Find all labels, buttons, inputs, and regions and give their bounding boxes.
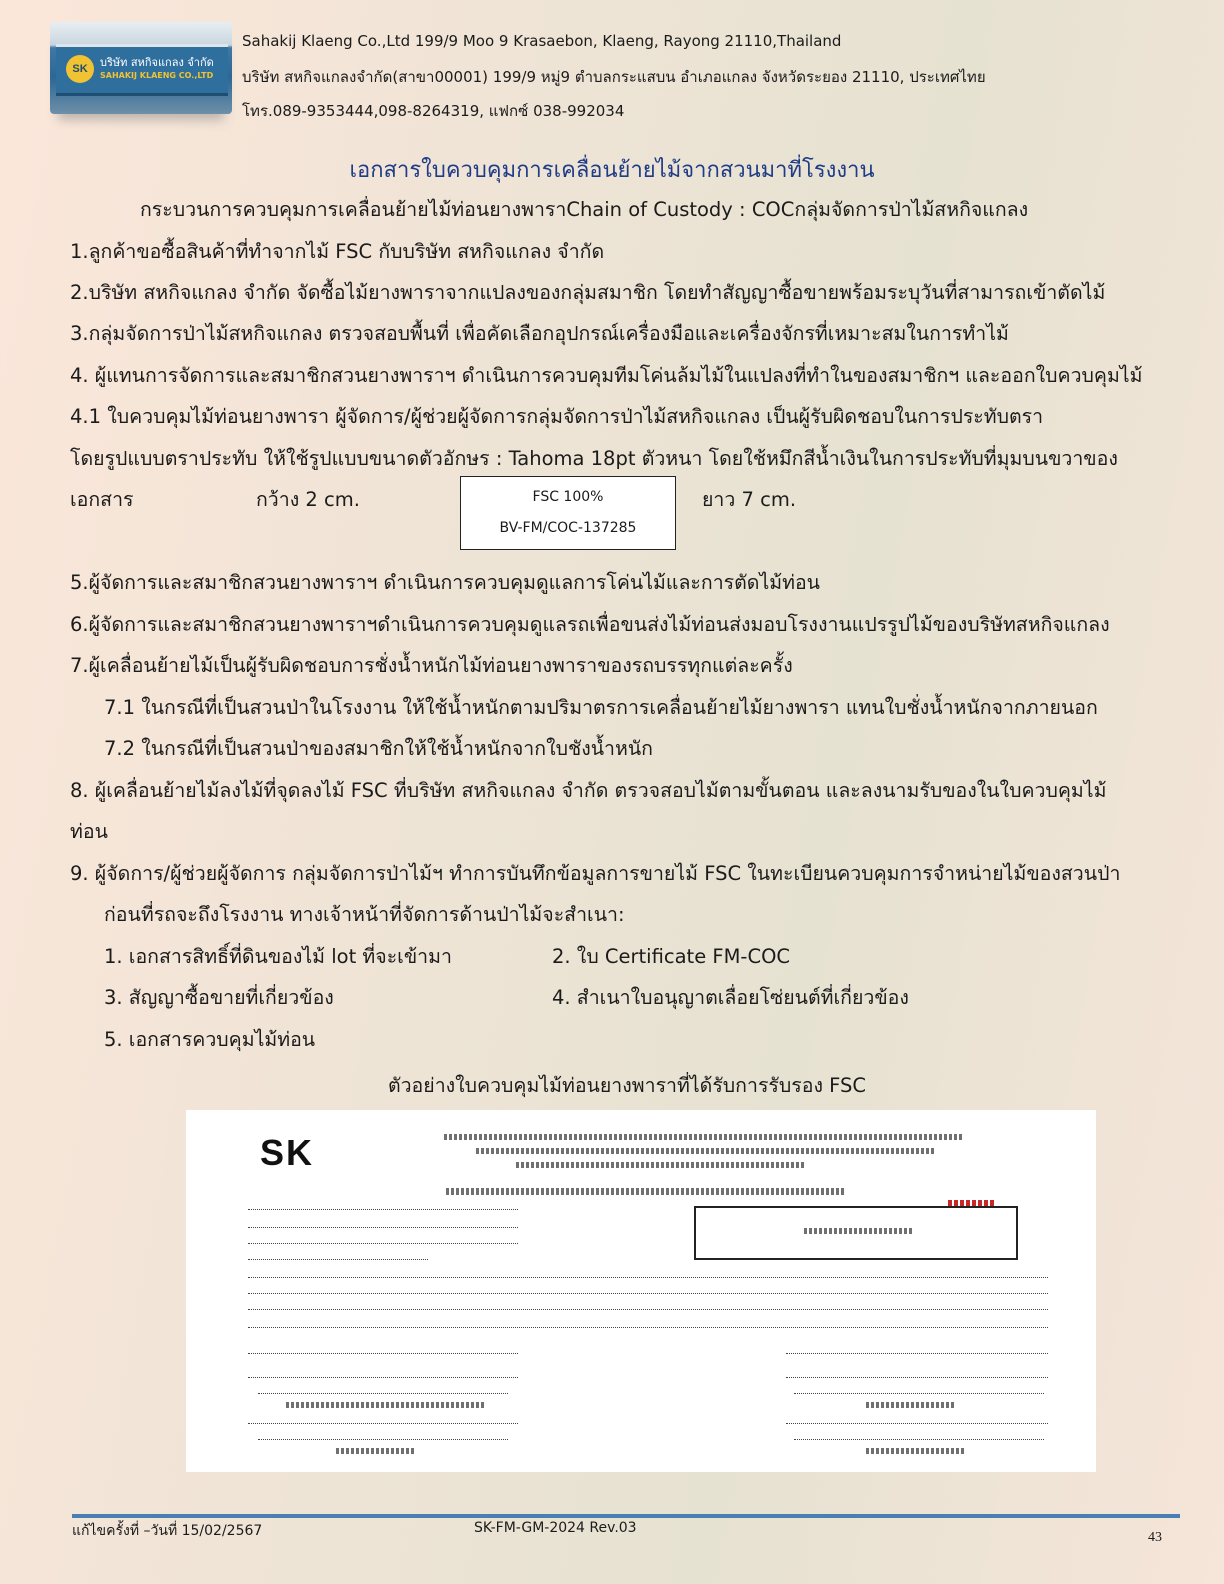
sign-english-name: SAHAKIJ KLAENG CO.,LTD xyxy=(100,71,214,80)
step-8-line-b: ท่อน xyxy=(70,820,108,843)
form-header-text xyxy=(516,1162,806,1168)
step-1: 1.ลูกค้าขอซื้อสินค้าที่ทำจากไม้ FSC กับบริษัท สหกิจแกลง จำกัด xyxy=(70,240,605,263)
form-signature-line xyxy=(794,1392,1044,1394)
form-field-line xyxy=(248,1308,1048,1310)
sample-form-caption: ตัวอย่างใบควบคุมไม้ท่อนยางพาราที่ได้รับการรับรอง FSC xyxy=(387,1074,867,1097)
step-5: 5.ผู้จัดการและสมาชิกสวนยางพาราฯ ดำเนินการควบคุมดูแลการโค่นไม้และการตัดไม้ท่อน xyxy=(70,571,821,594)
intro-text: กระบวนการควบคุมการเคลื่อนย้ายไม้ท่อนยางพาราChain of Custody : COCกลุ่มจัดการป่าไม้สหกิจแกลง xyxy=(140,198,1029,221)
form-signature-line xyxy=(258,1392,508,1394)
form-field-line xyxy=(248,1352,518,1354)
sk-logo-mark: SK xyxy=(66,55,94,83)
form-field-line xyxy=(248,1226,518,1228)
step-4: 4. ผู้แทนการจัดการและสมาชิกสวนยางพาราฯ ดำเนินการควบคุมทีมโค่นล้มไม้ในแปลงที่ทำในของสมาชิกฯ และออกใบควบคุมไม้ xyxy=(70,364,1143,387)
form-header-text xyxy=(444,1134,964,1140)
docs-list-item: 1. เอกสารสิทธิ์ที่ดินของไม้ lot ที่จะเข้ามา xyxy=(104,945,452,968)
step-7: 7.ผู้เคลื่อนย้ายไม้เป็นผู้รับผิดชอบการชั่งน้ำหนักไม้ท่อนยางพาราของรถบรรทุกแต่ละครั้ง xyxy=(70,654,793,677)
sign-thai-name: บริษัท สหกิจแกลง จำกัด xyxy=(100,56,214,69)
step-4-1-doc-label: เอกสาร xyxy=(70,488,134,511)
step-7-2: 7.2 ในกรณีที่เป็นสวนป่าของสมาชิกให้ใช้น้ำหนักจากใบชังน้ำหนัก xyxy=(104,737,653,760)
form-field-line xyxy=(248,1208,518,1210)
form-header-text xyxy=(476,1148,936,1154)
form-field-line xyxy=(248,1242,518,1244)
header-phone: โทร.089-9353444,098-8264319, แฟกซ์ 038-992034 xyxy=(242,102,625,120)
form-field-line xyxy=(248,1292,1048,1294)
docs-list-item: 4. สำเนาใบอนุญาตเลื่อยโซ่ยนต์ที่เกี่ยวข้อง xyxy=(552,986,909,1009)
form-field-line xyxy=(248,1422,518,1424)
form-title-text xyxy=(446,1188,846,1195)
stamp-line-2: BV-FM/COC-137285 xyxy=(499,520,637,536)
form-field-line xyxy=(786,1422,1048,1424)
stamp-length-label: ยาว 7 cm. xyxy=(702,488,797,511)
stamp-width-label: กว้าง 2 cm. xyxy=(256,488,360,511)
form-field-line xyxy=(248,1326,1048,1328)
sample-control-form-image xyxy=(186,1110,1096,1472)
company-logo-photo xyxy=(50,22,232,114)
footer-rule xyxy=(72,1514,1180,1518)
form-stamp-area xyxy=(694,1206,1018,1260)
header-address-th: บริษัท สหกิจแกลงจำกัด(สาขา00001) 199/9 หมู่9 ตำบลกระแสบน อำเภอแกลง จังหวัดระยอง 21110, ประเทศไทย xyxy=(242,68,986,86)
step-7-1: 7.1 ในกรณีที่เป็นสวนป่าในโรงงาน ให้ใช้น้ำหนักตามปริมาตรการเคลื่อนย้ายไม้ยางพารา แทนใบชั่งน้ำหนักจากภายนอก xyxy=(104,696,1098,719)
step-4-1-line-b: โดยรูปแบบตราประทับ ให้ใช้รูปแบบขนาดตัวอักษร : Tahoma 18pt ตัวหนา โดยใช้หมึกสีน้ำเงินในการประทับที่มุมบนขวาของ xyxy=(70,447,1118,470)
step-2: 2.บริษัท สหกิจแกลง จำกัด จัดซื้อไม้ยางพาราจากแปลงของกลุ่มสมาชิก โดยทำสัญญาซื้อขายพร้อมระบุวันที่สามารถเข้าตัดไม้ xyxy=(70,281,1106,304)
docs-list-item: 3. สัญญาซื้อขายที่เกี่ยวข้อง xyxy=(104,986,334,1009)
stamp-line-1: FSC 100% xyxy=(532,489,604,505)
document-title: เอกสารใบควบคุมการเคลื่อนย้ายไม้จากสวนมาที่โรงงาน xyxy=(349,158,875,183)
docs-list-item: 5. เอกสารควบคุมไม้ท่อน xyxy=(104,1028,316,1051)
sample-form-logo: SK xyxy=(260,1132,315,1173)
step-9-line-a: 9. ผู้จัดการ/ผู้ช่วยผู้จัดการ กลุ่มจัดการป่าไม้ฯ ทำการบันทึกข้อมูลการขายไม้ FSC ในทะเบียนควบคุมการจำหน่ายไม้ของสวนป่า xyxy=(70,862,1121,885)
form-field-line xyxy=(248,1276,1048,1278)
step-8-line-a: 8. ผู้เคลื่อนย้ายไม้ลงไม้ที่จุดลงไม้ FSC ที่บริษัท สหกิจแกลง จำกัด ตรวจสอบไม้ตามขั้นตอน และลงนามรับของในใบควบคุมไม้ xyxy=(70,779,1107,802)
page-number: 43 xyxy=(1148,1530,1162,1545)
footer-revision: แก้ไขครั้งที่ –วันที่ 15/02/2567 xyxy=(72,1523,263,1539)
form-signature-line xyxy=(258,1438,508,1440)
fsc-stamp-box xyxy=(460,476,676,550)
form-field-line xyxy=(248,1376,518,1378)
step-9-line-b: ก่อนที่รถจะถึงโรงงาน ทางเจ้าหน้าที่จัดการด้านป่าไม้จะสำเนา: xyxy=(104,903,625,926)
step-4-1-line-a: 4.1 ใบควบคุมไม้ท่อนยางพารา ผู้จัดการ/ผู้ช่วยผู้จัดการกลุ่มจัดการป่าไม้สหกิจแกลง เป็นผู้รับผิดชอบในการประทับตรา xyxy=(70,405,1044,428)
company-sign xyxy=(56,44,228,96)
header-address-en: Sahakij Klaeng Co.,Ltd 199/9 Moo 9 Krasaebon, Klaeng, Rayong 21110,Thailand xyxy=(242,32,842,50)
step-3: 3.กลุ่มจัดการป่าไม้สหกิจแกลง ตรวจสอบพื้นที่ เพื่อคัดเลือกอุปกรณ์เครื่องมือและเครื่องจักรที่เหมาะสมในการทำไม้ xyxy=(70,322,1009,345)
form-field-line xyxy=(248,1258,428,1260)
form-field-line xyxy=(786,1376,1048,1378)
form-signature-line xyxy=(794,1438,1044,1440)
form-field-line xyxy=(786,1352,1048,1354)
step-6: 6.ผู้จัดการและสมาชิกสวนยางพาราฯดำเนินการควบคุมดูแลรถเพื่อขนส่งไม้ท่อนส่งมอบโรงงานแปรรูปไม้ของบริษัทสหกิจแกลง xyxy=(70,613,1110,636)
docs-list-item: 2. ใบ Certificate FM-COC xyxy=(552,945,791,968)
footer-doc-code: SK-FM-GM-2024 Rev.03 xyxy=(474,1520,637,1536)
